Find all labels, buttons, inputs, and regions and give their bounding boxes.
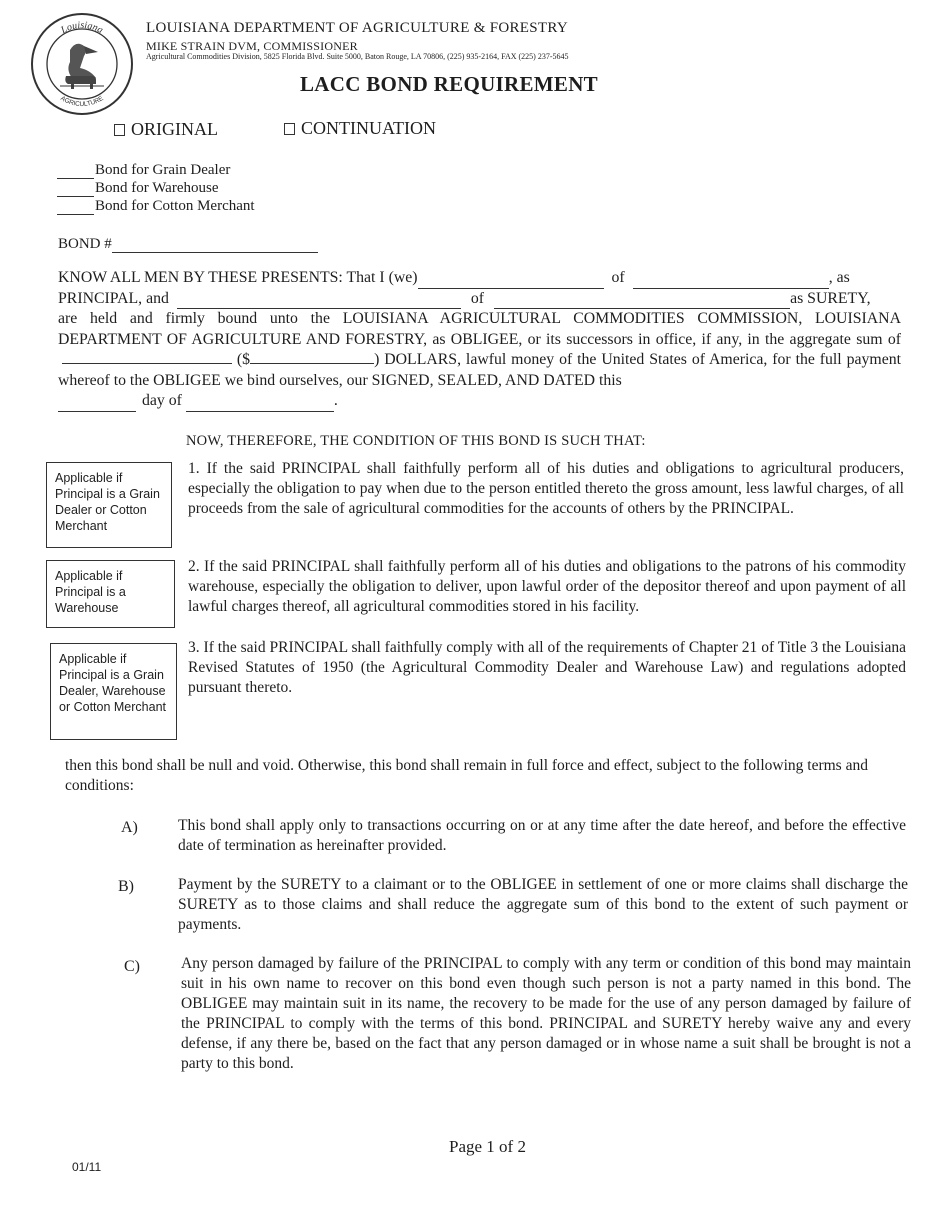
of-label: of [470,289,485,307]
department-name: LOUISIANA DEPARTMENT OF AGRICULTURE & FORESTRY [146,20,568,36]
term-a-label: A) [121,819,138,836]
condition-1-text: 1. If the said PRINCIPAL shall faithfully perform all of his duties and obligations to agricultural producers, especially the obligation to pay when due to the person entitled thereto the gross amount, less lawful charges, of all proceeds from the sale of agricultural commodities for the accounts of others by the PRINCIPAL. [188,460,904,517]
presents-paragraph [58,268,901,412]
applicability-box: Applicable if Principal is a Warehouse [46,560,175,628]
day-of-label: day of [142,392,182,409]
condition-2-text: 2. If the said PRINCIPAL shall faithfully perform all of his duties and obligations to the patrons of his commodity warehouse, especially the obligation to deliver, upon lawful order of the depositor thereof and upon payment of all lawful charges thereof, all agricultural commodities stored in his facility. [188,558,906,615]
month-blank[interactable] [186,398,334,412]
dollar-open: ($ [236,351,251,368]
commissioner-name: MIKE STRAIN DVM, COMMISSIONER [146,39,358,53]
surety-name-blank[interactable] [177,295,461,309]
aggregate-sum-amount-blank[interactable] [250,350,374,364]
of-label: of [611,269,625,286]
bond-type-blank[interactable] [57,178,94,179]
bond-number-blank[interactable] [112,238,318,253]
svg-text:AGRICULTURE: AGRICULTURE [59,94,105,109]
term-b-label: B) [118,878,134,895]
condition-3-text: 3. If the said PRINCIPAL shall faithfully comply with all of the requirements of Chapter 21 of Title 3 the Louisiana Revised Statutes of 1950 (the Agricultural Commodity Dealer and Warehouse Law) and regulations adopted pursuant thereto. [188,639,906,696]
bond-type-label: Bond for Grain Dealer [95,162,231,178]
bound-text: are held and firmly bound unto the LOUISIANA AGRICULTURAL COMMODITIES COMMISSION, LOUISIANA DEPARTMENT OF AGRICULTURE AND FORESTRY, as OBLIGEE, or its successors in office, if any, in the aggregate sum of [58,310,901,348]
division-address: Agricultural Commodities Division, 5825 Florida Blvd. Suite 5000, Baton Rouge, LA 70806, (225) 935-2164, FAX (225) 237-5645 [146,52,569,61]
bond-type-warehouse[interactable] [57,180,219,197]
revision-date: 01/11 [72,1160,102,1174]
term-b-text: Payment by the SURETY to a claimant or to the OBLIGEE in settlement of one or more claims shall discharge the SURETY as to those claims and shall reduce the aggregate sum of this bond to the extent of such payment or payments. [178,876,908,933]
svg-text:Louisiana: Louisiana [59,19,105,36]
as-surety-label: as SURETY, [790,289,871,307]
original-option[interactable] [114,119,218,140]
bond-number-label: BOND # [58,236,112,252]
applicability-box: Applicable if Principal is a Grain Dealer, Warehouse or Cotton Merchant [50,643,177,740]
bond-type-label: Bond for Cotton Merchant [95,198,255,214]
term-c-text: Any person damaged by failure of the PRINCIPAL to comply with any term or condition of this bond may maintain suit in his own name to recover on this bond even though such person is not a party named in this bond. The OBLIGEE may maintain suit in its name, the recovery to be made for the use of any person damaged by failure of the PRINCIPAL to comply with the terms of this bond. PRINCIPAL and SURETY hereby waive any and every defense, if any there be, based on the fact that any person damaged or in whose name a suit shall be brought is not a party to this bond. [181,955,911,1072]
dollars-text: ) DOLLARS, lawful money of the United States of America, for the full payment whereof to the OBLIGEE we bind ourselves, our SIGNED, SEALED, AND DATED this [58,351,901,389]
page-number: Page 1 of 2 [449,1137,526,1156]
condition-heading: NOW, THEREFORE, THE CONDITION OF THIS BOND IS SUCH THAT: [186,433,646,449]
term-a-text: This bond shall apply only to transactions occurring on or at any time after the date hereof, and before the effective date of termination as hereinafter provided. [178,817,906,854]
bond-type-label: Bond for Warehouse [95,180,219,196]
page-title: LACC BOND REQUIREMENT [300,72,598,96]
term-c-label: C) [124,958,140,975]
bond-type-grain-dealer[interactable] [57,162,230,179]
original-checkbox[interactable] [114,124,125,136]
department-seal-logo [30,12,134,116]
day-blank[interactable] [58,398,136,412]
continuation-option[interactable] [284,118,436,139]
principal-name-blank[interactable] [418,275,604,289]
period: . [333,392,338,409]
as-label: , as [828,269,850,286]
presents-intro: KNOW ALL MEN BY THESE PRESENTS: That I (we) [58,269,418,286]
aggregate-sum-words-blank[interactable] [62,350,232,364]
principal-and-label: PRINCIPAL, and [58,289,169,307]
original-label: ORIGINAL [131,119,218,139]
bond-type-blank[interactable] [57,214,94,215]
surety-location-blank[interactable] [494,295,790,309]
bond-number-field[interactable] [58,236,318,253]
principal-location-blank[interactable] [633,275,829,289]
then-paragraph: then this bond shall be null and void. Otherwise, this bond shall remain in full force and effect, subject to the following terms and conditions: [65,757,868,794]
continuation-checkbox[interactable] [284,123,295,135]
bond-type-cotton-merchant[interactable] [57,198,255,215]
continuation-label: CONTINUATION [301,118,436,138]
applicability-box: Applicable if Principal is a Grain Dealer or Cotton Merchant [46,462,172,548]
bond-type-blank[interactable] [57,196,94,197]
